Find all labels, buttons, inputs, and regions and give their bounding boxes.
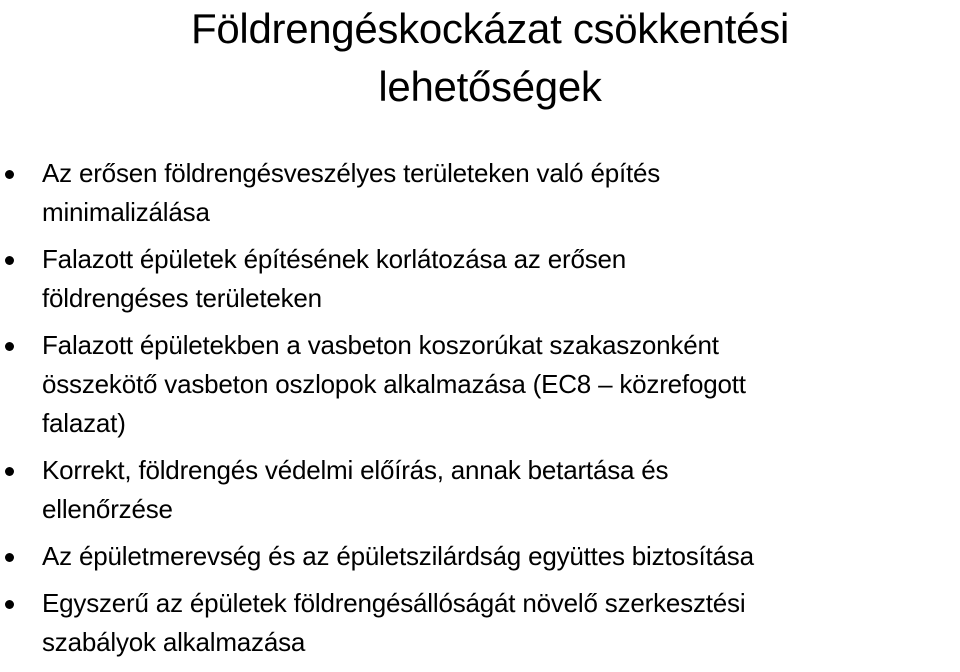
bullet-item [0,154,960,232]
bullet-item [0,451,960,529]
bullet-dot-icon [5,256,14,265]
bullet-text [42,154,960,232]
bullet-text [42,537,960,576]
bullet-list [0,154,960,670]
bullet-dot-icon [5,170,14,179]
bullet-item [0,240,960,318]
bullet-dot-icon [5,600,14,609]
bullet-item [0,537,960,576]
bullet-line: Az épületmerevség és az épületszilárdság együttes biztosítása [42,541,754,571]
slide-title-line: lehetőségek [378,63,602,110]
bullet-line: Falazott épületek építésének korlátozása az erősen [42,244,627,274]
bullet-dot-icon [5,342,14,351]
bullet-item [0,584,960,662]
bullet-dot-icon [5,553,14,562]
bullet-line: Falazott épületekben a vasbeton koszorúkat szakaszonként [42,330,719,360]
bullet-dot-icon [5,467,14,476]
bullet-text [42,584,960,662]
bullet-text [42,451,960,529]
bullet-line: minimalizálása [42,197,210,227]
slide-title [0,0,960,116]
bullet-line: falazat) [42,408,126,438]
bullet-text [42,240,960,318]
bullet-line: ellenőrzése [42,494,173,524]
bullet-line: szabályok alkalmazása [42,627,306,657]
bullet-line: Korrekt, földrengés védelmi előírás, annak betartása és [42,455,669,485]
bullet-line: Egyszerű az épületek földrengésállóságát növelő szerkesztési [42,588,746,618]
slide-title-line: Földrengéskockázat csökkentési [191,5,789,52]
bullet-line: Az erősen földrengésveszélyes területeken való építés [42,158,661,188]
bullet-line: összekötő vasbeton oszlopok alkalmazása (EC8 – közrefogott [42,369,746,399]
bullet-item [0,326,960,443]
bullet-text [42,326,960,443]
bullet-line: földrengéses területeken [42,283,322,313]
